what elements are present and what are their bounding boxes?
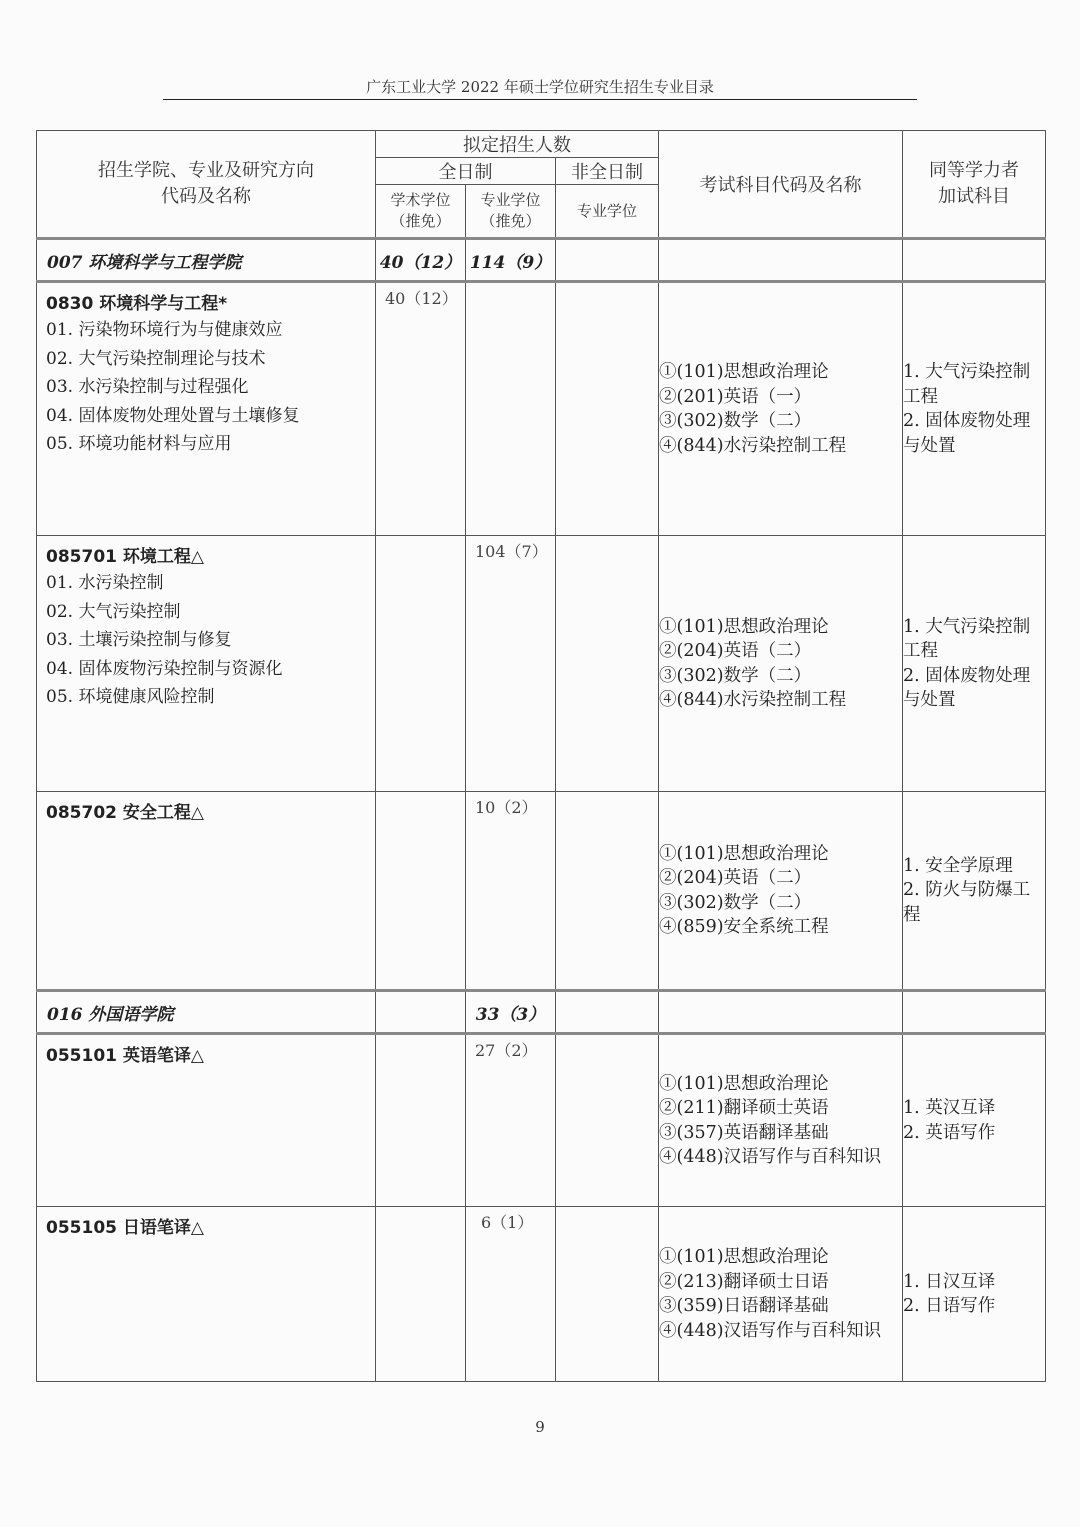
major-title: 055105 日语笔译△ [46, 1218, 204, 1238]
extra-subjects: 1. 日汉互译 2. 日语写作 [903, 1207, 1046, 1382]
exam-subjects: ①(101)思想政治理论 ②(211)翻译硕士英语 ③(357)英语翻译基础 ④(448)汉语写作与百科知识 [659, 1034, 903, 1207]
major-cell [37, 792, 376, 991]
direction-item: 03. 水污染控制与过程强化 [46, 377, 249, 397]
header-exam-subjects: 考试科目代码及名称 [659, 131, 903, 239]
exam-subjects: ①(101)思想政治理论 ②(213)翻译硕士日语 ③(359)日语翻译基础 ④(448)汉语写作与百科知识 [659, 1207, 903, 1382]
major-title: 0830 环境科学与工程* [46, 294, 228, 314]
direction-item: 04. 固体废物处理处置与土壤修复 [46, 405, 300, 426]
college-name: 007 环境科学与工程学院 [37, 239, 376, 282]
major-row-0830 [37, 282, 1046, 536]
major-title: 055101 英语笔译△ [46, 1046, 204, 1066]
professional-count: 27（2） [475, 1041, 538, 1060]
exam-subjects: ①(101)思想政治理论 ②(201)英语（一） ③(302)数学（二） ④(844)水污染控制工程 [659, 282, 903, 536]
direction-item: 02. 大气污染控制 [46, 601, 181, 622]
college-row-016 [37, 991, 1046, 1034]
header-part-time: 非全日制 [556, 158, 659, 185]
direction-list [37, 316, 375, 459]
extra-subjects: 1. 大气污染控制工程 2. 固体废物处理与处置 [903, 536, 1046, 792]
academic-count: 40（12） [385, 289, 458, 308]
direction-item: 03. 土壤污染控制与修复 [46, 630, 232, 650]
direction-item: 02. 大气污染控制理论与技术 [46, 348, 266, 369]
extra-subjects: 1. 英汉互译 2. 英语写作 [903, 1034, 1046, 1207]
major-cell [37, 536, 376, 792]
direction-item: 01. 污染物环境行为与健康效应 [46, 320, 283, 340]
major-cell [37, 282, 376, 536]
page-header-title: 广东工业大学 2022 年硕士学位研究生招生专业目录 [366, 78, 714, 96]
page-number: 9 [535, 1418, 545, 1436]
major-title: 085702 安全工程△ [46, 803, 204, 823]
direction-item: 05. 环境健康风险控制 [46, 687, 215, 707]
major-title: 085701 环境工程△ [46, 547, 204, 567]
professional-count: 6（1） [481, 1213, 534, 1232]
major-cell [37, 1034, 376, 1207]
major-cell [37, 1207, 376, 1382]
college-name: 016 外国语学院 [37, 991, 376, 1034]
college-academic-count: 40（12） [376, 239, 466, 282]
college-professional-count: 114（9） [466, 239, 556, 282]
college-row-007 [37, 239, 1046, 282]
exam-subjects: ①(101)思想政治理论 ②(204)英语（二） ③(302)数学（二） ④(844)水污染控制工程 [659, 536, 903, 792]
header-part-time-professional: 专业学位 [556, 185, 659, 239]
enrollment-catalog-table [36, 130, 1046, 1382]
direction-item: 05. 环境功能材料与应用 [46, 434, 232, 454]
college-professional-count: 33（3） [466, 991, 556, 1034]
extra-subjects: 1. 安全学原理 2. 防火与防爆工程 [903, 792, 1046, 991]
header-rule [163, 99, 917, 100]
header-professional-degree: 专业学位 （推免） [466, 185, 556, 239]
major-row-055101 [37, 1034, 1046, 1207]
header-academic-degree: 学术学位 （推免） [376, 185, 466, 239]
professional-count: 10（2） [475, 798, 538, 817]
professional-count: 104（7） [475, 542, 548, 561]
header-college-major: 招生学院、专业及研究方向 代码及名称 [37, 131, 376, 239]
direction-item: 01. 水污染控制 [46, 573, 164, 593]
major-row-085702 [37, 792, 1046, 991]
direction-list [37, 569, 375, 712]
major-row-055105 [37, 1207, 1046, 1382]
direction-item: 04. 固体废物污染控制与资源化 [46, 658, 283, 679]
header-equivalent-extra: 同等学力者 加试科目 [903, 131, 1046, 239]
exam-subjects: ①(101)思想政治理论 ②(204)英语（二） ③(302)数学（二） ④(859)安全系统工程 [659, 792, 903, 991]
header-full-time: 全日制 [376, 158, 556, 185]
header-planned-enrollment: 拟定招生人数 [376, 131, 659, 158]
major-row-085701 [37, 536, 1046, 792]
extra-subjects: 1. 大气污染控制工程 2. 固体废物处理与处置 [903, 282, 1046, 536]
